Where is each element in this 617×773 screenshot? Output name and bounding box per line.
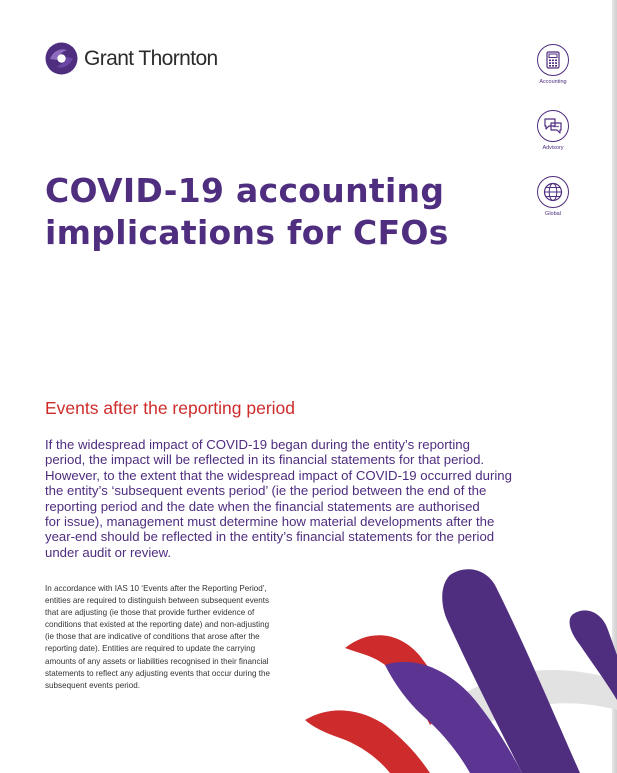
globe-icon bbox=[543, 182, 563, 202]
body-line: (ie those that are indicative of conditions that arose after the bbox=[45, 632, 260, 642]
body-paragraph bbox=[45, 583, 325, 692]
advisory-label: Advisory bbox=[542, 145, 564, 151]
intro-line: If the widespread impact of COVID-19 began during the entity’s reporting bbox=[45, 437, 470, 452]
calculator-icon bbox=[545, 51, 561, 69]
body-line: subsequent events period. bbox=[45, 680, 140, 690]
page-title bbox=[45, 170, 449, 254]
logo-mark-icon bbox=[45, 42, 78, 75]
red-ribbon-lower bbox=[305, 710, 430, 773]
intro-line: the entity’s ‘subsequent events period’ (ie the period between the end of the bbox=[45, 483, 487, 499]
intro-line: under audit or review. bbox=[45, 544, 172, 560]
chat-bubbles-icon bbox=[543, 117, 563, 135]
body-line: that are adjusting (ie those that provide further evidence of bbox=[45, 608, 255, 618]
global-label: Global bbox=[545, 211, 561, 217]
title-line: implications for CFOs bbox=[45, 213, 449, 252]
advisory-badge bbox=[536, 110, 570, 151]
body-line: entities are required to distinguish between subsequent events bbox=[45, 596, 270, 606]
accounting-label: Accounting bbox=[539, 79, 567, 85]
body-line: reporting date). Entities are required to update the carrying bbox=[45, 644, 256, 654]
logo-wordmark: Grant Thornton bbox=[84, 46, 218, 70]
intro-line: year-end should be reflected in the entity’s financial statements for the period bbox=[45, 529, 495, 545]
intro-line: period, the impact will be reflected in its financial statements for that period. bbox=[45, 452, 485, 468]
intro-line: However, to the extent that the widespread impact of COVID-19 occurred during bbox=[45, 467, 512, 483]
intro-paragraph bbox=[45, 437, 545, 560]
global-badge bbox=[536, 176, 570, 217]
body-line: conditions that existed at the reporting date) and non-adjusting bbox=[45, 620, 270, 630]
decorative-ribbons bbox=[290, 560, 617, 773]
grant-thornton-logo bbox=[45, 42, 218, 75]
body-line: amounts of any assets or liabilities recognised in their financial bbox=[45, 656, 269, 666]
intro-line: reporting period and the date when the financial statements are authorised bbox=[45, 498, 480, 514]
body-line: statements to reflect any adjusting events that occur during the bbox=[45, 668, 270, 678]
accounting-badge bbox=[536, 44, 570, 85]
intro-line: for issue), management must determine how material developments after the bbox=[45, 514, 495, 530]
body-line: In accordance with IAS 10 ‘Events after the Reporting Period’, bbox=[45, 584, 267, 593]
section-heading: Events after the reporting period bbox=[45, 398, 296, 418]
title-line: COVID-19 accounting bbox=[45, 171, 445, 210]
